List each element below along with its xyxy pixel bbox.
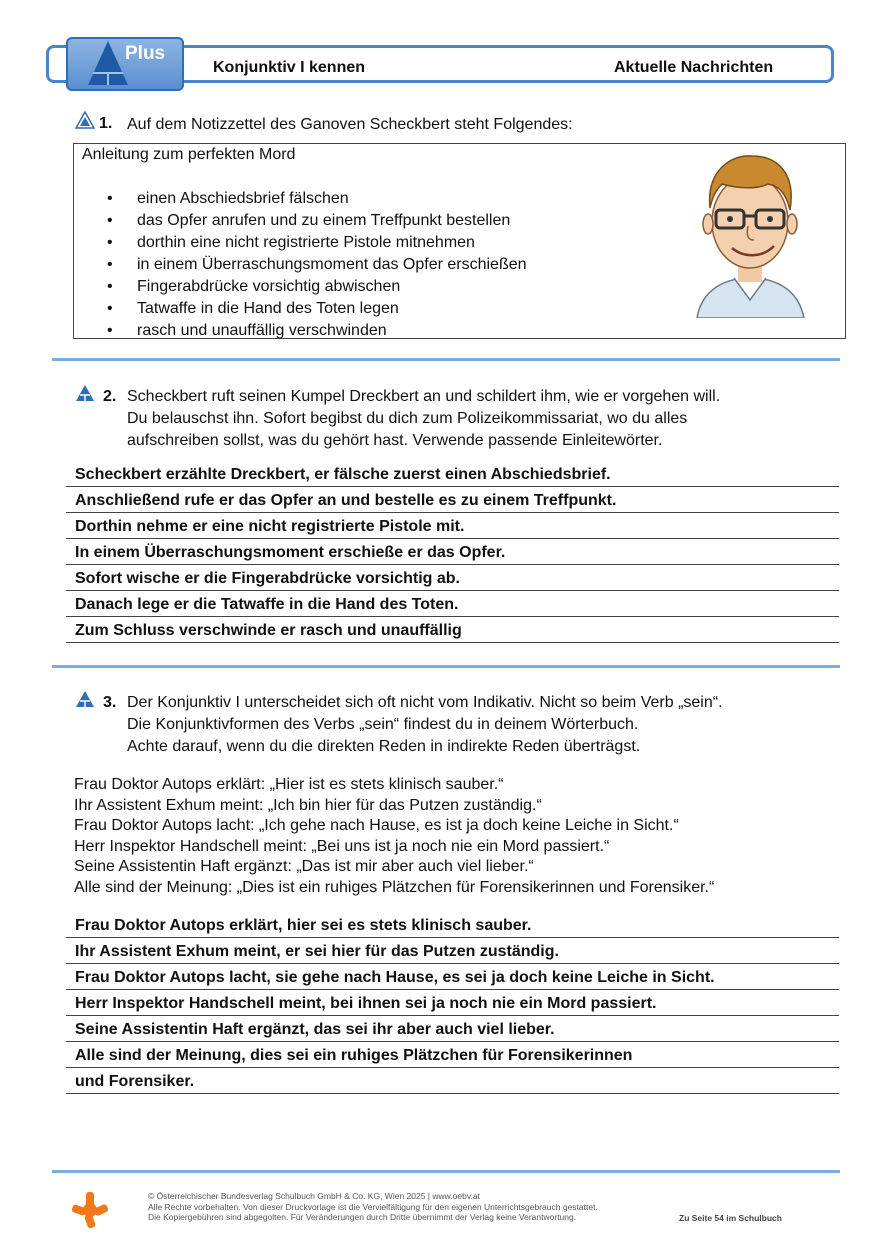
task-instruction <box>127 386 720 452</box>
answer-line-text: Anschließend rufe er das Opfer an und bestelle es zu einem Treffpunkt. <box>75 492 617 509</box>
task-number: 2. <box>103 388 117 405</box>
task-instruction: Auf dem Notizzettel des Ganoven Scheckbert steht Folgendes: <box>127 116 573 133</box>
direct-speech: Seine Assistentin Haft ergänzt: „Das ist mir aber auch viel lieber.“ <box>74 858 534 875</box>
list-item: • Fingerabdrücke vorsichtig abwischen <box>107 276 527 298</box>
answer-line-text: Herr Inspektor Handschell meint, bei ihnen sei ja noch nie ein Mord passiert. <box>75 995 657 1012</box>
instruction-line: aufschreiben sollst, was du gehört hast. Verwende passende Einleitewörter. <box>127 432 663 449</box>
footer-line: Alle Rechte vorbehalten. Von dieser Druckvorlage ist die Vervielfältigung für den eigenen Unterrichtsgebrauch gestattet. <box>148 1201 598 1212</box>
answer-line-text: In einem Überraschungsmoment erschieße er das Opfer. <box>75 544 506 561</box>
answer-line <box>66 1041 839 1042</box>
section-title: Aktuelle Nachrichten <box>614 59 774 76</box>
answer-line-text: und Forensiker. <box>75 1073 195 1090</box>
instruction-line: Scheckbert ruft seinen Kumpel Dreckbert an und schildert ihm, wie er vorgehen will. <box>127 388 721 405</box>
instruction-line: Du belauschst ihn. Sofort begibst du dich zum Polizeikommissariat, wo du alles <box>127 410 688 427</box>
task-level-icon <box>75 690 95 708</box>
list-item: • rasch und unauffällig verschwinden <box>107 320 527 342</box>
footer-line: Die Kopiergebühren sind abgegolten. Für Veränderungen durch Dritte übernimmt der Verlag keine Verantwortung. <box>148 1212 577 1222</box>
answer-line <box>66 512 839 513</box>
answer-line <box>66 963 839 964</box>
note-title: Anleitung zum perfekten Mord <box>82 146 296 163</box>
cartoon-man-illustration <box>692 150 808 318</box>
list-item: • dorthin eine nicht registrierte Pistole mitnehmen <box>107 232 527 254</box>
list-item: • einen Abschiedsbrief fälschen <box>107 188 527 210</box>
answer-line <box>66 564 839 565</box>
textbook-page-reference: Zu Seite 54 im Schulbuch <box>679 1213 782 1223</box>
instruction-line: Die Konjunktivformen des Verbs „sein“ findest du in deinem Wörterbuch. <box>127 716 639 733</box>
footer-separator <box>52 1170 840 1173</box>
direct-speech: Frau Doktor Autops lacht: „Ich gehe nach Hause, es ist ja doch keine Leiche in Sicht.“ <box>74 817 679 834</box>
task-level-icon <box>75 384 95 402</box>
answer-line <box>66 1093 839 1094</box>
task-instruction <box>127 692 723 758</box>
answer-line <box>66 1067 839 1068</box>
direct-speech: Frau Doktor Autops erklärt: „Hier ist es stets klinisch sauber.“ <box>74 776 504 793</box>
answer-line-text: Danach lege er die Tatwaffe in die Hand des Toten. <box>75 596 459 613</box>
footer-line: © Österreichischer Bundesverlag Schulbuch GmbH & Co. KG, Wien 2025 | www.oebv.at <box>148 1191 480 1201</box>
task-level-icon <box>75 111 95 129</box>
answer-line <box>66 590 839 591</box>
logo-text: Plus <box>125 43 166 64</box>
answer-line <box>66 538 839 539</box>
worksheet-title: Konjunktiv I kennen <box>213 59 366 76</box>
answer-line-text: Frau Doktor Autops erklärt, hier sei es stets klinisch sauber. <box>75 917 532 934</box>
answer-line <box>66 616 839 617</box>
answer-line-text: Alle sind der Meinung, dies sei ein ruhiges Plätzchen für Forensikerinnen <box>75 1047 633 1064</box>
answer-line-text: Zum Schluss verschwinde er rasch und unauffällig <box>75 622 462 639</box>
answer-line <box>66 937 839 938</box>
section-separator <box>52 358 840 361</box>
direct-speech: Herr Inspektor Handschell meint: „Bei uns ist ja noch nie ein Mord passiert.“ <box>74 837 610 855</box>
answer-line-text: Scheckbert erzählte Dreckbert, er fälsche zuerst einen Abschiedsbrief. <box>75 466 611 483</box>
instruction-line: Achte darauf, wenn du die direkten Reden in indirekte Reden überträgst. <box>127 738 641 755</box>
section-separator <box>52 665 840 668</box>
task-number: 1. <box>99 115 113 132</box>
list-item: • in einem Überraschungsmoment das Opfer erschießen <box>107 254 527 276</box>
footer-copyright <box>148 1191 598 1223</box>
direct-speech: Ihr Assistent Exhum meint: „Ich bin hier für das Putzen zuständig.“ <box>74 796 542 814</box>
answer-line-text: Ihr Assistent Exhum meint, er sei hier für das Putzen zuständig. <box>75 943 559 960</box>
answer-line-text: Seine Assistentin Haft ergänzt, das sei ihr aber auch viel lieber. <box>75 1021 555 1038</box>
answer-line-text: Frau Doktor Autops lacht, sie gehe nach Hause, es sei ja doch keine Leiche in Sicht. <box>75 969 715 986</box>
note-list <box>107 188 527 342</box>
answer-line-text: Dorthin nehme er eine nicht registrierte Pistole mit. <box>75 518 465 535</box>
answer-line-text: Sofort wische er die Fingerabdrücke vorsichtig ab. <box>75 570 460 587</box>
instruction-line: Der Konjunktiv I unterscheidet sich oft nicht vom Indikativ. Nicht so beim Verb „sein“. <box>127 694 723 711</box>
answer-line <box>66 642 839 643</box>
answer-line <box>66 1015 839 1016</box>
answer-line <box>66 989 839 990</box>
direct-speech-list <box>74 775 714 898</box>
direct-speech: Alle sind der Meinung: „Dies ist ein ruhiges Plätzchen für Forensikerinnen und Forensiker.“ <box>74 878 715 896</box>
task-number: 3. <box>103 694 117 711</box>
list-item: • das Opfer anrufen und zu einem Treffpunkt bestellen <box>107 210 527 232</box>
answer-line <box>66 486 839 487</box>
publisher-logo-icon <box>70 1190 110 1230</box>
list-item: • Tatwaffe in die Hand des Toten legen <box>107 298 527 320</box>
